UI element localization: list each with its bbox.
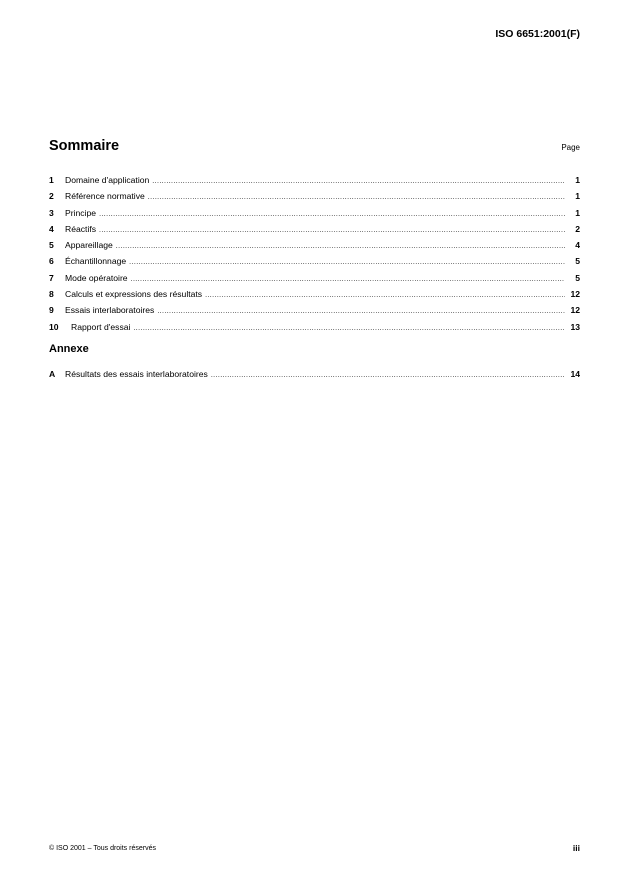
toc-entry-number: 9 (49, 305, 54, 316)
annex-entry[interactable] (49, 366, 580, 382)
toc-entry-page: 2 (575, 223, 580, 234)
toc-entry-page: 1 (575, 207, 580, 218)
annex-entry-page: 14 (570, 369, 580, 379)
toc-entry-number: 2 (49, 191, 54, 202)
dot-leader (99, 223, 565, 239)
dot-leader (152, 174, 565, 190)
toc-entry[interactable] (49, 237, 580, 253)
toc-entry-title: Rapport d'essai (71, 321, 131, 332)
toc-entry-title: Appareillage (65, 240, 113, 251)
dot-leader (205, 288, 565, 304)
toc-entry-title: Réactifs (65, 223, 97, 234)
toc-entry-number: 5 (49, 240, 54, 251)
dot-leader (211, 368, 565, 384)
toc-entry-title: Calculs et expressions des résultats (65, 289, 203, 300)
dot-leader (99, 207, 565, 223)
toc-entry-page: 4 (575, 240, 580, 251)
toc-entry-page: 12 (570, 305, 580, 316)
dot-leader (129, 255, 565, 271)
toc-entry-title: Principe (65, 207, 97, 218)
annex-title: Annexe (49, 343, 89, 355)
copyright-notice: © ISO 2001 – Tous droits réservés (49, 845, 156, 852)
toc-entry[interactable] (49, 302, 580, 318)
toc-entry-page: 5 (575, 272, 580, 283)
toc-entry[interactable] (49, 172, 580, 188)
toc-entry-page: 1 (575, 191, 580, 202)
annex-list (49, 366, 580, 382)
toc-entry-page: 12 (570, 289, 580, 300)
annex-entry-letter: A (49, 369, 56, 379)
toc-entry[interactable] (49, 270, 580, 286)
toc-entry-page: 5 (575, 256, 580, 267)
toc-entry-title: Essais interlaboratoires (65, 305, 155, 316)
toc-entry[interactable] (49, 253, 580, 269)
toc-entry[interactable] (49, 221, 580, 237)
toc-entry[interactable] (49, 286, 580, 302)
toc-entry-title: Référence normative (65, 191, 145, 202)
toc-entry-number: 1 (49, 175, 54, 185)
annex-entry-title: Résultats des essais interlaboratoires (65, 369, 208, 379)
toc-entry-title: Domaine d'application (65, 175, 150, 185)
page-number: iii (572, 843, 580, 853)
toc-entry-number: 3 (49, 207, 54, 218)
toc-entry-title: Échantillonnage (65, 256, 127, 267)
toc-entry-number: 10 (49, 321, 59, 332)
dot-leader (133, 321, 565, 337)
toc-entry-number: 7 (49, 272, 54, 283)
dot-leader (148, 190, 565, 206)
toc-entry[interactable] (49, 188, 580, 204)
toc-entry-page: 13 (570, 321, 580, 332)
toc-title: Sommaire (49, 138, 120, 154)
dot-leader (157, 304, 565, 320)
document-reference: ISO 6651:2001(F) (495, 28, 580, 40)
toc-entry-page: 1 (575, 175, 580, 185)
toc-entry-title: Mode opératoire (65, 272, 128, 283)
toc-list (49, 172, 580, 335)
page-column-label: Page (561, 143, 580, 152)
toc-entry-number: 6 (49, 256, 54, 267)
toc-entry[interactable] (49, 205, 580, 221)
toc-entry-number: 8 (49, 289, 54, 300)
toc-entry[interactable] (49, 319, 580, 335)
toc-entry-number: 4 (49, 223, 54, 234)
dot-leader (116, 239, 565, 255)
